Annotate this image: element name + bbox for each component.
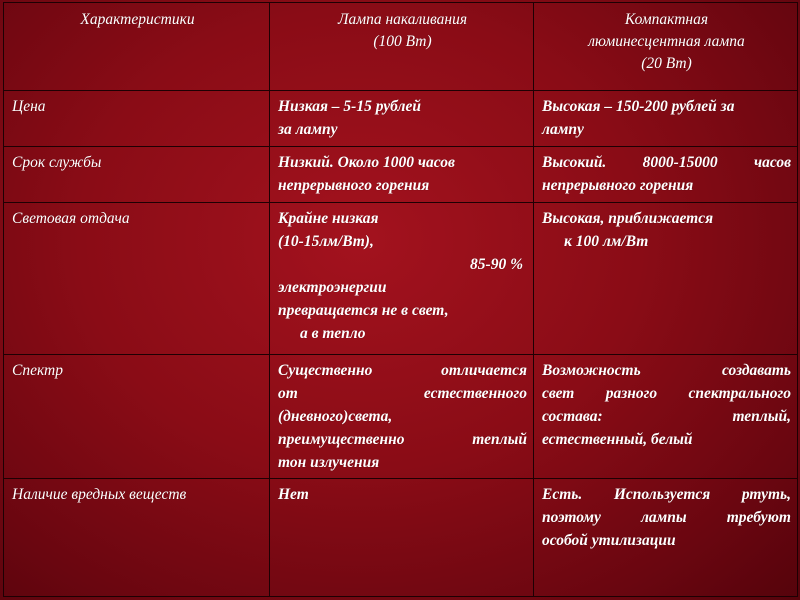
cell-fluorescent-spectrum [534, 355, 798, 479]
header-fluorescent-line3: (20 Вт) [641, 55, 692, 72]
header-fluorescent-line2: люминесцентная лампа [588, 33, 745, 50]
cell-line: Крайне низкая [278, 210, 379, 227]
header-row [4, 3, 798, 91]
cell-line: а в тепло [300, 325, 366, 342]
cell-incandescent-hazardous-substances [270, 479, 534, 597]
cell-line: Высокий. 8000-15000 часов [542, 154, 791, 171]
cell-line: Высокая – 150-200 рублей за [542, 98, 735, 115]
cell-line: особой утилизации [542, 532, 676, 549]
cell-line: непрерывного горения [278, 177, 430, 194]
row-label-lifetime: Срок службы [4, 147, 270, 203]
cell-incandescent-lifetime [270, 147, 534, 203]
cell-line: Высокая, приближается [542, 210, 714, 227]
header-incandescent [270, 3, 534, 91]
cell-incandescent-price [270, 91, 534, 147]
cell-line: к 100 лм/Вт [564, 233, 649, 250]
cell-line: Существенно отличается [278, 362, 527, 379]
header-characteristics: Характеристики [4, 3, 270, 91]
cell-line: (10-15лм/Вт), [278, 233, 374, 250]
lamp-comparison-table [3, 2, 798, 597]
row-label-spectrum: Спектр [4, 355, 270, 479]
cell-fluorescent-lifetime [534, 147, 798, 203]
cell-line: Есть. Используется ртуть, [542, 486, 791, 503]
table-row-hazardous-substances [4, 479, 798, 597]
header-incandescent-line2: (100 Вт) [373, 33, 432, 50]
cell-line: естественный, белый [542, 431, 693, 448]
cell-line: от естественного [278, 385, 527, 402]
cell-fluorescent-luminous-efficacy [534, 203, 798, 355]
cell-line: тон излучения [278, 454, 380, 471]
cell-line: Низкий. Около 1000 часов [278, 154, 455, 171]
comparison-table-wrapper [3, 2, 797, 596]
cell-fluorescent-price [534, 91, 798, 147]
cell-incandescent-spectrum [270, 355, 534, 479]
cell-fluorescent-hazardous-substances [534, 479, 798, 597]
cell-line: поэтому лампы требуют [542, 509, 791, 526]
header-fluorescent [534, 3, 798, 91]
cell-line: электроэнергии [278, 279, 387, 296]
cell-line: превращается не в свет, [278, 302, 449, 319]
cell-line: 85-90 % [470, 256, 523, 273]
cell-line: состава: теплый, [542, 408, 791, 425]
row-label-price: Цена [4, 91, 270, 147]
header-incandescent-line1: Лампа накаливания [337, 11, 468, 28]
cell-line: Нет [278, 486, 309, 503]
row-label-luminous-efficacy: Световая отдача [4, 203, 270, 355]
row-label-hazardous-substances: Наличие вредных веществ [4, 479, 270, 597]
cell-incandescent-luminous-efficacy [270, 203, 534, 355]
cell-line: непрерывного горения [542, 177, 694, 194]
cell-line: за лампу [278, 121, 338, 138]
table-row-lifetime [4, 147, 798, 203]
cell-line: лампу [542, 121, 584, 138]
cell-line: Возможность создавать [542, 362, 791, 379]
header-fluorescent-line1: Компактная [624, 11, 709, 28]
cell-line: (дневного)света, [278, 408, 393, 425]
cell-line: Низкая – 5-15 рублей [278, 98, 421, 115]
cell-line: преимущественно теплый [278, 431, 527, 448]
table-row-luminous-efficacy [4, 203, 798, 355]
cell-line: свет разного спектрального [542, 385, 791, 402]
table-row-spectrum [4, 355, 798, 479]
table-row-price [4, 91, 798, 147]
